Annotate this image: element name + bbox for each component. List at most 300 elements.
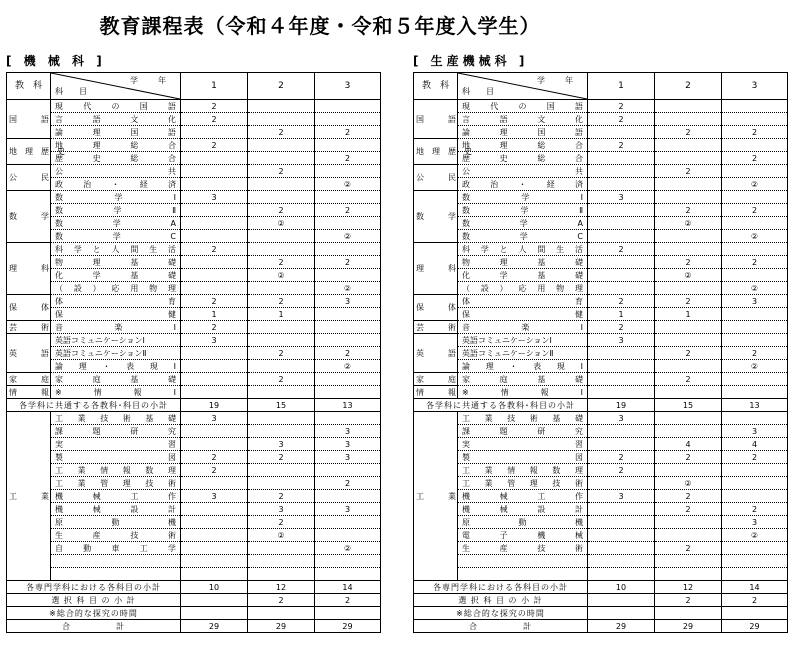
subject-name bbox=[458, 425, 588, 438]
subject-row bbox=[7, 217, 381, 230]
subject-name bbox=[51, 282, 181, 295]
subject-row bbox=[414, 373, 788, 386]
credit-cell bbox=[248, 152, 315, 165]
credit-cell bbox=[315, 308, 381, 321]
credit-cell bbox=[588, 217, 655, 230]
header-gakunen: 学 年 bbox=[537, 76, 579, 85]
subject-name-text bbox=[53, 426, 178, 437]
subject-char: 題 bbox=[92, 426, 101, 436]
subject-name bbox=[458, 568, 588, 581]
credit-cell bbox=[588, 373, 655, 386]
subject-name-text bbox=[53, 491, 178, 502]
subject-char: 産 bbox=[92, 530, 101, 540]
subject-name bbox=[51, 165, 181, 178]
credit-cell: 2 bbox=[722, 451, 788, 464]
subject-char: 論 bbox=[55, 127, 63, 137]
subject-name bbox=[51, 542, 181, 555]
credit-cell: ② bbox=[655, 269, 722, 282]
credit-cell: 2 bbox=[248, 126, 315, 139]
subject-row bbox=[414, 165, 788, 178]
subject-row bbox=[414, 542, 788, 555]
subject-char: 業 bbox=[77, 465, 86, 475]
credit-cell bbox=[655, 113, 722, 126]
subject-name-text bbox=[460, 439, 585, 450]
subject-char: 化 bbox=[574, 114, 583, 124]
subject-name-text bbox=[460, 465, 585, 476]
subject-name-text bbox=[53, 439, 178, 450]
credit-cell: 2 bbox=[315, 126, 381, 139]
subject-char: 機 bbox=[462, 491, 470, 501]
credit-cell: ② bbox=[315, 178, 381, 191]
subject-name bbox=[458, 178, 588, 191]
credit-cell bbox=[181, 256, 248, 269]
subject-row bbox=[414, 152, 788, 165]
subject-name-text bbox=[53, 296, 178, 307]
credit-cell: 3 bbox=[588, 490, 655, 503]
subject-char: 礎 bbox=[574, 270, 583, 280]
subject-char: 設 bbox=[480, 283, 489, 293]
credit-cell bbox=[181, 386, 248, 399]
subject-row bbox=[414, 217, 788, 230]
credit-cell: 2 bbox=[588, 243, 655, 256]
credit-cell bbox=[655, 282, 722, 295]
subject-name-text bbox=[53, 231, 178, 242]
subject-char: 図 bbox=[575, 452, 583, 462]
credit-cell bbox=[181, 438, 248, 451]
credit-cell bbox=[588, 256, 655, 269]
subject-name-text bbox=[460, 374, 585, 385]
subject-char: 実 bbox=[462, 439, 470, 449]
subject-char: 技 bbox=[145, 478, 154, 488]
header-diagonal-cell bbox=[458, 73, 588, 100]
subject-char: 術 bbox=[529, 413, 538, 423]
header-year-3: 3 bbox=[315, 73, 381, 100]
subject-name-text bbox=[53, 413, 178, 424]
subject-char: 共 bbox=[168, 166, 176, 176]
subject-row bbox=[414, 477, 788, 490]
subject-char: 音 bbox=[462, 322, 470, 332]
subject-name bbox=[51, 113, 181, 126]
credit-cell: 3 bbox=[588, 334, 655, 347]
credit-cell: 2 bbox=[248, 516, 315, 529]
subject-name-text bbox=[460, 504, 585, 515]
subject-name bbox=[458, 386, 588, 399]
subject-char: 歴 bbox=[462, 153, 470, 163]
senmon-subtotal-row bbox=[414, 581, 788, 594]
subject-char: Ⅰ bbox=[580, 192, 583, 202]
subject-char: 活 bbox=[167, 244, 176, 254]
credit-cell bbox=[315, 555, 381, 568]
credit-cell bbox=[588, 425, 655, 438]
credit-cell: 3 bbox=[181, 334, 248, 347]
subject-row bbox=[7, 165, 381, 178]
subject-char: 術 bbox=[574, 543, 583, 553]
inquiry-time-value bbox=[315, 607, 381, 620]
credit-cell bbox=[588, 386, 655, 399]
credit-cell: 1 bbox=[588, 308, 655, 321]
header-year-1: 1 bbox=[588, 73, 655, 100]
subject-char: 習 bbox=[575, 439, 583, 449]
subject-name-text bbox=[53, 478, 178, 489]
credit-cell: 2 bbox=[655, 373, 722, 386]
subject-row bbox=[414, 425, 788, 438]
subject-char: 業 bbox=[484, 478, 493, 488]
subject-row bbox=[7, 347, 381, 360]
subject-char: Ⅰ bbox=[580, 387, 583, 397]
subject-char: ） bbox=[92, 283, 101, 293]
subject-row bbox=[414, 412, 788, 425]
grand-total-value: 29 bbox=[722, 620, 788, 633]
subject-char: 数 bbox=[55, 205, 63, 215]
subject-char: 理 bbox=[167, 283, 176, 293]
credit-cell bbox=[722, 555, 788, 568]
subject-name bbox=[458, 321, 588, 334]
credit-cell bbox=[655, 425, 722, 438]
credit-cell bbox=[722, 165, 788, 178]
credit-cell bbox=[181, 217, 248, 230]
credit-cell: 2 bbox=[315, 477, 381, 490]
subject-char: 学 bbox=[112, 231, 121, 241]
credit-cell bbox=[722, 412, 788, 425]
subject-name bbox=[458, 217, 588, 230]
subject-name-text bbox=[53, 257, 178, 268]
area-label: 保 体 bbox=[414, 295, 458, 321]
header-diagonal-cell bbox=[51, 73, 181, 100]
subject-row bbox=[7, 425, 381, 438]
subject-char: 管 bbox=[100, 478, 109, 488]
subject-name-text bbox=[460, 543, 585, 554]
credit-cell bbox=[655, 516, 722, 529]
subject-name-text bbox=[460, 205, 585, 216]
subject-char: 情 bbox=[507, 465, 516, 475]
subject-row bbox=[7, 529, 381, 542]
area-label: 英 語 bbox=[414, 334, 458, 373]
credit-cell: 1 bbox=[248, 308, 315, 321]
subject-char: 図 bbox=[168, 452, 176, 462]
subject-name bbox=[458, 100, 588, 113]
subject-char: 人 bbox=[111, 244, 120, 254]
subject-char: 物 bbox=[462, 257, 470, 267]
subject-row bbox=[414, 139, 788, 152]
subject-row bbox=[414, 360, 788, 373]
credit-cell: ② bbox=[722, 230, 788, 243]
subject-char: 情 bbox=[500, 387, 509, 397]
credit-cell bbox=[722, 191, 788, 204]
subject-name bbox=[51, 230, 181, 243]
subject-char: 健 bbox=[168, 309, 176, 319]
inquiry-time-row bbox=[7, 607, 381, 620]
subject-char: 情 bbox=[93, 387, 102, 397]
header-year-2: 2 bbox=[655, 73, 722, 100]
curriculum-panel-seisan-kikai bbox=[413, 53, 795, 633]
credit-cell: 2 bbox=[181, 451, 248, 464]
credit-cell: 2 bbox=[315, 347, 381, 360]
subject-row bbox=[414, 334, 788, 347]
subject-char: 製 bbox=[462, 452, 470, 462]
credit-cell: ② bbox=[315, 282, 381, 295]
subject-name-text bbox=[460, 101, 585, 112]
elective-subtotal-label: 選 択 科 目 の 小 計 bbox=[414, 594, 588, 607]
subject-char: の bbox=[111, 101, 120, 111]
subject-char: 間 bbox=[130, 244, 139, 254]
area-label: 情 報 bbox=[7, 386, 51, 399]
subject-char: 理 bbox=[499, 140, 508, 150]
subject-char: 技 bbox=[130, 530, 139, 540]
credit-cell: 1 bbox=[181, 308, 248, 321]
subject-char: ） bbox=[499, 283, 508, 293]
subject-char: 地 bbox=[55, 140, 63, 150]
credit-cell bbox=[181, 568, 248, 581]
subject-char: 理 bbox=[92, 127, 101, 137]
subject-char: Ⅰ bbox=[173, 361, 176, 371]
subject-char: 礎 bbox=[574, 413, 583, 423]
credit-cell bbox=[588, 568, 655, 581]
curriculum-panel-kikai bbox=[6, 53, 388, 633]
credit-cell bbox=[722, 490, 788, 503]
subject-row bbox=[414, 113, 788, 126]
subject-name bbox=[458, 243, 588, 256]
subject-name-text bbox=[53, 517, 178, 528]
subject-char: 現 bbox=[55, 101, 63, 111]
credit-cell: ② bbox=[248, 217, 315, 230]
subject-char: 基 bbox=[130, 257, 139, 267]
subject-name bbox=[51, 126, 181, 139]
area-label: 数 学 bbox=[414, 191, 458, 243]
subject-char: 政 bbox=[462, 179, 470, 189]
credit-cell bbox=[181, 529, 248, 542]
credit-cell: 2 bbox=[655, 347, 722, 360]
subject-char: ・ bbox=[509, 361, 518, 371]
subject-char: 学 bbox=[480, 244, 489, 254]
credit-cell bbox=[181, 477, 248, 490]
subject-name-text bbox=[460, 127, 585, 138]
subject-char: 業 bbox=[77, 413, 86, 423]
subject-name bbox=[458, 282, 588, 295]
subject-name bbox=[458, 542, 588, 555]
credit-cell: ② bbox=[315, 230, 381, 243]
subject-row bbox=[7, 477, 381, 490]
subject-name bbox=[458, 347, 588, 360]
elective-subtotal-row bbox=[7, 594, 381, 607]
subject-name-text bbox=[53, 543, 178, 554]
subject-row bbox=[7, 503, 381, 516]
area-label: 工 業 bbox=[414, 412, 458, 581]
subject-char: 礎 bbox=[167, 270, 176, 280]
subject-name bbox=[458, 334, 588, 347]
subject-row bbox=[414, 282, 788, 295]
credit-cell: 2 bbox=[588, 139, 655, 152]
subject-name-text bbox=[53, 465, 178, 476]
subject-row bbox=[414, 243, 788, 256]
credit-cell: 2 bbox=[655, 503, 722, 516]
subject-row bbox=[414, 321, 788, 334]
subject-name-text bbox=[53, 218, 178, 229]
credit-cell: 1 bbox=[655, 308, 722, 321]
credit-cell bbox=[655, 464, 722, 477]
subject-name-text bbox=[53, 192, 178, 203]
credit-cell bbox=[315, 386, 381, 399]
credit-cell bbox=[315, 165, 381, 178]
subject-char: 済 bbox=[575, 179, 583, 189]
subject-name bbox=[458, 477, 588, 490]
senmon-subtotal-label: 各専門学科における各科目の小計 bbox=[414, 581, 588, 594]
subject-char: 自 bbox=[55, 543, 63, 553]
subject-char: Ⅰ bbox=[173, 387, 176, 397]
subject-char: 現 bbox=[462, 101, 470, 111]
subject-char: 理 bbox=[574, 283, 583, 293]
subject-char: 理 bbox=[92, 257, 101, 267]
subject-name bbox=[51, 490, 181, 503]
subject-name-text bbox=[460, 296, 585, 307]
credit-cell: 2 bbox=[248, 256, 315, 269]
elective-subtotal-value: 2 bbox=[248, 594, 315, 607]
subject-char: 実 bbox=[55, 439, 63, 449]
subject-char: Ⅰ bbox=[580, 361, 583, 371]
credit-cell: 3 bbox=[315, 425, 381, 438]
subject-name-text bbox=[460, 309, 585, 320]
elective-subtotal-row bbox=[414, 594, 788, 607]
subject-char: 数 bbox=[55, 231, 63, 241]
subject-char: 理 bbox=[92, 140, 101, 150]
credit-cell: 2 bbox=[181, 321, 248, 334]
subject-row bbox=[414, 568, 788, 581]
subject-char: 究 bbox=[167, 426, 176, 436]
credit-cell bbox=[181, 360, 248, 373]
inquiry-time-value bbox=[588, 607, 655, 620]
subject-name-text bbox=[53, 205, 178, 216]
credit-cell bbox=[722, 386, 788, 399]
subject-char: 物 bbox=[149, 283, 158, 293]
subject-char: 究 bbox=[574, 426, 583, 436]
subject-char: 技 bbox=[552, 478, 561, 488]
credit-cell: 3 bbox=[315, 451, 381, 464]
senmon-subtotal-value: 14 bbox=[315, 581, 381, 594]
subject-name-text bbox=[460, 270, 585, 281]
subject-name-text bbox=[460, 114, 585, 125]
credit-cell: 2 bbox=[315, 204, 381, 217]
grand-total-value: 29 bbox=[588, 620, 655, 633]
credit-cell bbox=[248, 178, 315, 191]
header-row bbox=[414, 73, 788, 100]
subject-row bbox=[414, 204, 788, 217]
credit-cell bbox=[588, 529, 655, 542]
subject-char: 基 bbox=[552, 413, 561, 423]
credit-cell: ② bbox=[315, 360, 381, 373]
credit-cell: 2 bbox=[722, 503, 788, 516]
subject-char: 械 bbox=[92, 491, 101, 501]
subject-row bbox=[414, 230, 788, 243]
credit-cell bbox=[722, 373, 788, 386]
credit-cell bbox=[248, 243, 315, 256]
subject-char: 理 bbox=[499, 127, 508, 137]
subject-char: 報 bbox=[133, 387, 142, 397]
credit-cell bbox=[588, 165, 655, 178]
subject-name-text bbox=[53, 283, 178, 294]
subject-name-text bbox=[53, 452, 178, 463]
subject-char: 機 bbox=[55, 504, 63, 514]
subject-char: 総 bbox=[537, 153, 546, 163]
header-kyouka: 教 科 bbox=[414, 73, 458, 100]
subject-char: 論 bbox=[55, 361, 63, 371]
subject-name bbox=[51, 243, 181, 256]
credit-cell: 3 bbox=[181, 191, 248, 204]
subject-row bbox=[7, 568, 381, 581]
subject-char: 文 bbox=[130, 114, 139, 124]
header-kamoku: 科 目 bbox=[462, 87, 498, 96]
credit-cell bbox=[588, 230, 655, 243]
area-label: 家 庭 bbox=[7, 373, 51, 386]
area-label: 地理歴史 bbox=[7, 139, 51, 165]
subject-char: 情 bbox=[100, 465, 109, 475]
subject-row bbox=[414, 126, 788, 139]
subject-name bbox=[51, 516, 181, 529]
subject-char: 活 bbox=[574, 244, 583, 254]
subject-row bbox=[414, 386, 788, 399]
credit-cell: 2 bbox=[722, 347, 788, 360]
subject-char: 学 bbox=[113, 205, 122, 215]
subject-row bbox=[7, 230, 381, 243]
credit-cell bbox=[181, 425, 248, 438]
subject-row bbox=[414, 516, 788, 529]
subject-name bbox=[458, 113, 588, 126]
area-label: 保 体 bbox=[7, 295, 51, 321]
credit-cell bbox=[248, 191, 315, 204]
subject-name bbox=[458, 360, 588, 373]
subject-char: 体 bbox=[462, 296, 470, 306]
credit-cell: 3 bbox=[722, 516, 788, 529]
subject-char: 機 bbox=[462, 504, 470, 514]
subject-name bbox=[458, 126, 588, 139]
subject-name bbox=[51, 451, 181, 464]
area-label: 理 科 bbox=[414, 243, 458, 295]
subject-char: 工 bbox=[55, 413, 63, 423]
subject-char: 数 bbox=[462, 205, 470, 215]
subject-char: 基 bbox=[537, 257, 546, 267]
subject-row bbox=[7, 334, 381, 347]
subject-char: 技 bbox=[537, 543, 546, 553]
subject-char: 礎 bbox=[167, 257, 176, 267]
credit-cell bbox=[722, 334, 788, 347]
credit-cell: 3 bbox=[722, 425, 788, 438]
credit-cell: 2 bbox=[655, 165, 722, 178]
credit-cell bbox=[588, 542, 655, 555]
inquiry-time-value bbox=[722, 607, 788, 620]
credit-cell bbox=[722, 568, 788, 581]
credit-cell: 2 bbox=[655, 204, 722, 217]
subject-char: 業 bbox=[77, 478, 86, 488]
subject-char: 数 bbox=[462, 218, 470, 228]
credit-cell: 2 bbox=[181, 295, 248, 308]
subject-name-text bbox=[53, 530, 178, 541]
subject-char: 化 bbox=[462, 270, 470, 280]
credit-cell bbox=[248, 568, 315, 581]
credit-cell: 2 bbox=[588, 464, 655, 477]
credit-cell: ② bbox=[722, 282, 788, 295]
credit-cell: 2 bbox=[722, 204, 788, 217]
subject-name-text bbox=[460, 218, 585, 229]
senmon-subtotal-value: 10 bbox=[588, 581, 655, 594]
subject-name-text bbox=[460, 530, 585, 541]
subject-char: 語 bbox=[167, 127, 176, 137]
subject-char: ※ bbox=[462, 387, 469, 397]
credit-cell bbox=[181, 347, 248, 360]
area-label: 理 科 bbox=[7, 243, 51, 295]
subject-name-text bbox=[460, 322, 585, 333]
subject-char: 工 bbox=[462, 465, 470, 475]
elective-subtotal-value bbox=[181, 594, 248, 607]
subject-row bbox=[7, 321, 381, 334]
subject-row bbox=[7, 542, 381, 555]
